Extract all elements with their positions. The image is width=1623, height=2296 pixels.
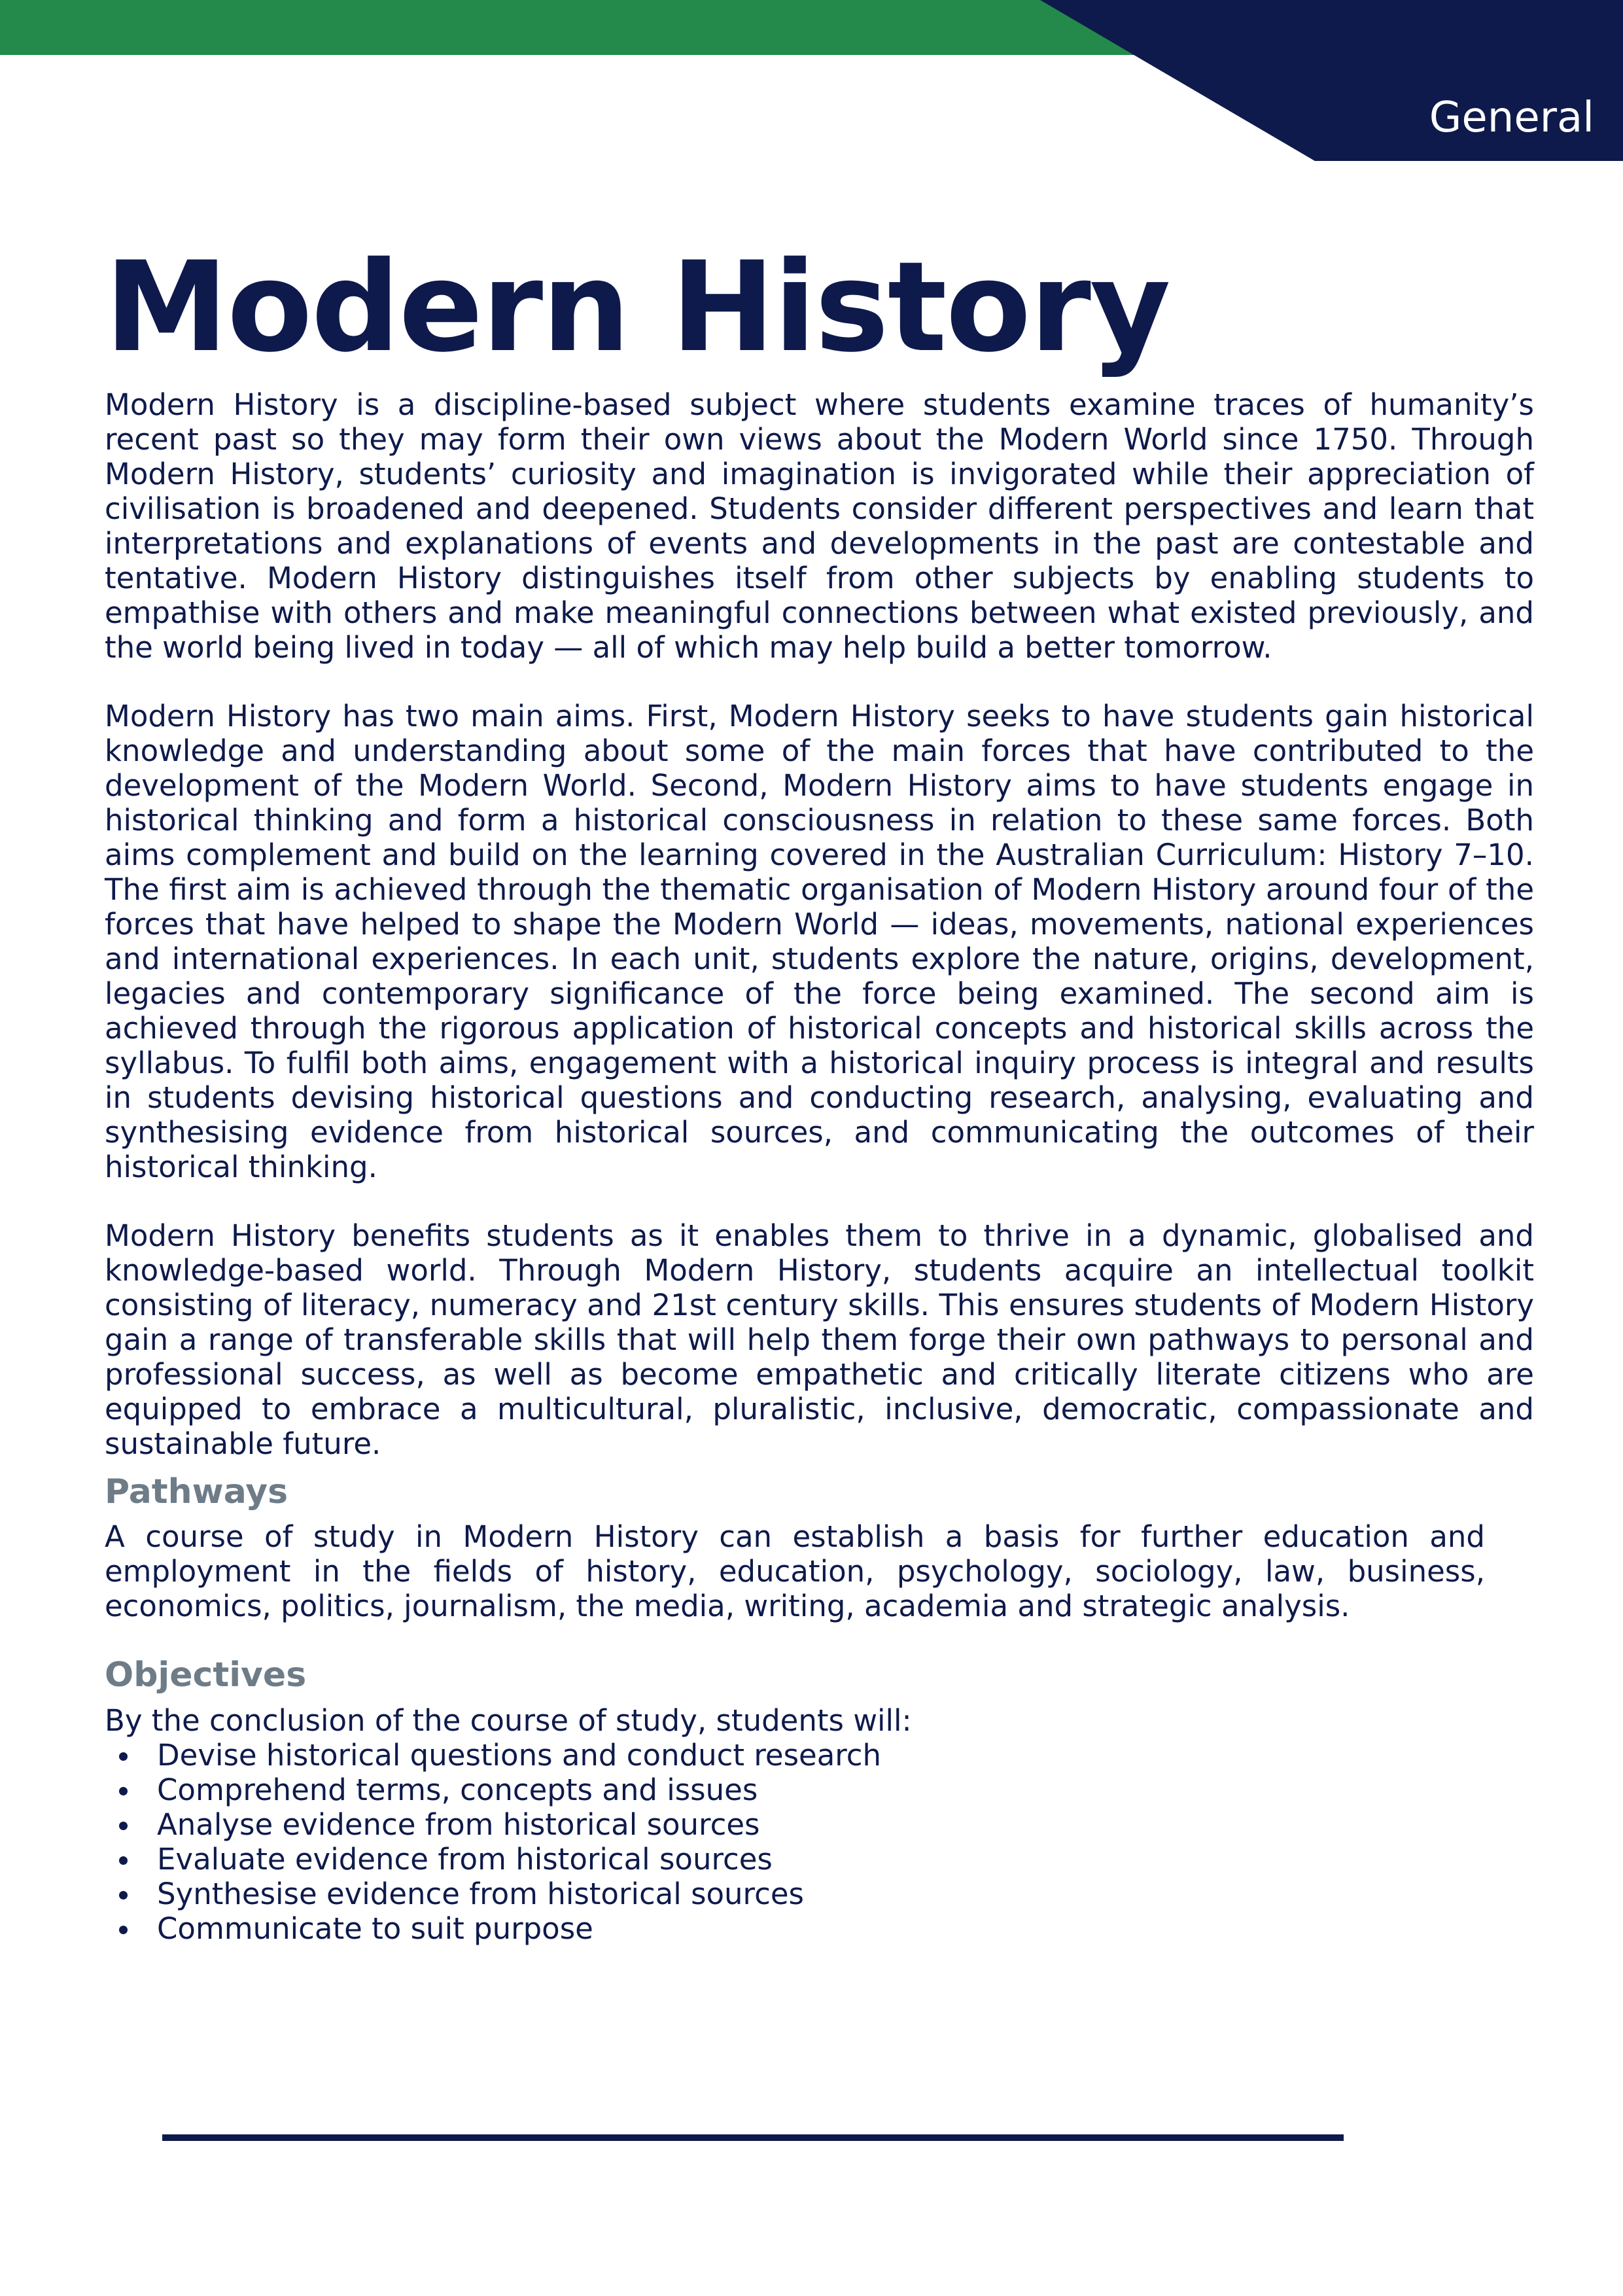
category-label: General xyxy=(1429,94,1594,142)
objective-item: Communicate to suit purpose xyxy=(105,1911,1534,1946)
objectives-list xyxy=(105,1738,1534,1946)
objective-item: Analyse evidence from historical sources xyxy=(105,1807,1534,1842)
intro-paragraph-2: Modern History has two main aims. First, Modern History seeks to have students gain historical knowledge and understanding about some of the main forces that have contributed to the development of the Modern World. Second, Modern History aims to have students engage in historical thinking and form a historical consciousness in relation to these same forces. Both aims complement and build on the learning covered in the Australian Curriculum: History 7–10. The first aim is achieved through the thematic organisation of Modern History around four of the forces that have helped to shape the Modern World — ideas, movements, national experiences and international experiences. In each unit, students explore the nature, origins, development, legacies and contemporary significance of the force being examined. The second aim is achieved through the rigorous application of historical concepts and historical skills across the syllabus. To fulfil both aims, engagement with a historical inquiry process is integral and results in students devising historical questions and conducting research, analysing, evaluating and synthesising evidence from historical sources, and communicating the outcomes of their historical thinking. xyxy=(105,698,1534,1184)
pathways-text: A course of study in Modern History can establish a basis for further education and employment in the fields of history, education, psychology, sociology, law, business, economics, politics, journalism, the media, writing, academia and strategic analysis. xyxy=(105,1519,1485,1624)
header-band xyxy=(0,0,1623,164)
objectives-intro: By the conclusion of the course of study, students will: xyxy=(105,1703,912,1739)
intro-paragraph-3: Modern History benefits students as it enables them to thrive in a dynamic, globalised and knowledge-based world. Through Modern History, students acquire an intellectual toolkit consisting of literacy, numeracy and 21st century skills. This ensures students of Modern History gain a range of transferable skills that will help them forge their own pathways to personal and professional success, as well as become empathetic and critically literate citizens who are equipped to embrace a multicultural, pluralistic, inclusive, democratic, compassionate and sustainable future. xyxy=(105,1218,1534,1461)
objective-item: Synthesise evidence from historical sources xyxy=(105,1877,1534,1911)
objectives-heading: Objectives xyxy=(105,1655,307,1695)
header-green-bar xyxy=(0,0,1138,55)
page-title: Modern History xyxy=(105,235,1170,380)
objective-item: Comprehend terms, concepts and issues xyxy=(105,1773,1534,1807)
pathways-heading: Pathways xyxy=(105,1472,288,1511)
footer-divider xyxy=(162,2134,1344,2141)
objective-item: Devise historical questions and conduct research xyxy=(105,1738,1534,1773)
main-content xyxy=(105,235,1534,1947)
intro-paragraph-1: Modern History is a discipline-based subject where students examine traces of humanity’s recent past so they may form their own views about the Modern World since 1750. Through Modern History, students’ curiosity and imagination is invigorated while their appreciation of civilisation is broadened and deepened. Students consider different perspectives and learn that interpretations and explanations of events and developments in the past are contestable and tentative. Modern History distinguishes itself from other subjects by enabling students to empathise with others and make meaningful connections between what existed previously, and the world being lived in today — all of which may help build a better tomorrow. xyxy=(105,387,1534,665)
objective-item: Evaluate evidence from historical sources xyxy=(105,1842,1534,1877)
